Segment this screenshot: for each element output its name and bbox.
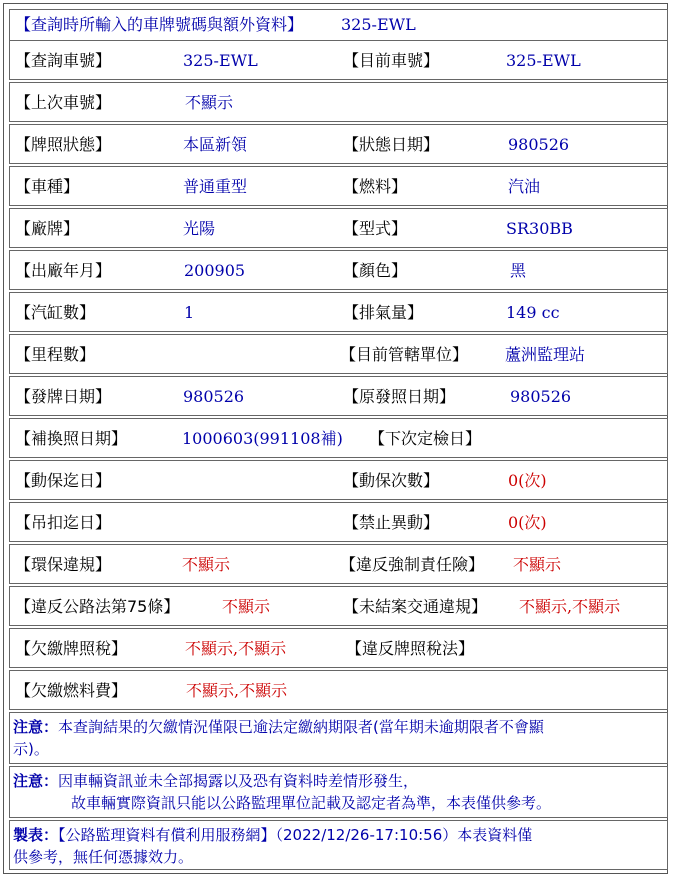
plate-status-label: 【牌照狀態】 bbox=[15, 135, 112, 154]
table-row bbox=[9, 460, 668, 500]
table-row bbox=[9, 502, 668, 542]
next-inspection-label: 【下次定檢日】 bbox=[369, 429, 482, 448]
env-violation-label: 【環保違規】 bbox=[15, 555, 112, 574]
mortgage-until-label: 【動保迄日】 bbox=[15, 471, 112, 490]
model-label: 【型式】 bbox=[343, 219, 408, 238]
fuel-label: 【燃料】 bbox=[343, 177, 408, 196]
displacement-label: 【排氣量】 bbox=[343, 303, 424, 322]
query-plate-label: 【查詢車號】 bbox=[15, 51, 112, 70]
table-row bbox=[9, 418, 668, 458]
previous-plate-value: 不顯示 bbox=[185, 93, 234, 112]
header-plate: 325-EWL bbox=[341, 15, 416, 34]
color-label: 【顏色】 bbox=[343, 261, 408, 280]
query-plate-value: 325-EWL bbox=[183, 51, 258, 70]
note-1-text-cont: 示)。 bbox=[13, 740, 49, 758]
table-row bbox=[9, 166, 668, 206]
mileage-label: 【里程數】 bbox=[15, 345, 96, 364]
table-row bbox=[9, 292, 668, 332]
insurance-violation-value: 不顯示 bbox=[513, 555, 562, 574]
table-header bbox=[9, 9, 668, 41]
fuel-fee-label: 【欠繳燃料費】 bbox=[15, 681, 128, 700]
table-row bbox=[9, 670, 668, 710]
traffic-violation-value: 不顯示,不顯示 bbox=[519, 597, 621, 616]
note-2-line-1: 因車輛資訊並未全部揭露以及恐有資料時差情形發生， bbox=[58, 772, 419, 790]
reissue-value: 1000603(991108補) bbox=[182, 429, 343, 448]
table-footer bbox=[9, 820, 668, 870]
result-table bbox=[3, 3, 668, 874]
vehicle-type-label: 【車種】 bbox=[15, 177, 80, 196]
highway-law-value: 不顯示 bbox=[222, 597, 271, 616]
table-row bbox=[9, 586, 668, 626]
model-value: SR30BB bbox=[506, 219, 573, 238]
footer-line-2: 供參考，無任何憑據效力。 bbox=[13, 848, 194, 866]
vehicle-type-value: 普通重型 bbox=[183, 177, 248, 196]
table-row bbox=[9, 124, 668, 164]
license-tax-law-label: 【違反牌照稅法】 bbox=[346, 639, 475, 658]
mortgage-count-value: 0(次) bbox=[508, 471, 547, 490]
note-1-text: 本查詢結果的欠繳情況僅限已逾法定繳納期限者(當年期未逾期限者不會顯 bbox=[58, 718, 544, 736]
highway-law-label: 【違反公路法第75條】 bbox=[15, 597, 180, 616]
note-2-head: 注意： bbox=[13, 772, 59, 790]
current-plate-label: 【目前車號】 bbox=[343, 51, 440, 70]
brand-label: 【廠牌】 bbox=[15, 219, 80, 238]
license-tax-value: 不顯示,不顯示 bbox=[185, 639, 287, 658]
color-value: 黑 bbox=[510, 261, 527, 280]
status-date-value: 980526 bbox=[508, 135, 570, 154]
table-row bbox=[9, 82, 668, 122]
table-row bbox=[9, 628, 668, 668]
table-row bbox=[9, 334, 668, 374]
license-tax-label: 【欠繳牌照稅】 bbox=[15, 639, 128, 658]
note-2-line-2: 故車輛實際資訊只能以公路監理單位記載及認定者為準，本表僅供參考。 bbox=[71, 794, 552, 812]
fuel-fee-value: 不顯示,不顯示 bbox=[186, 681, 288, 700]
cylinders-label: 【汽缸數】 bbox=[15, 303, 96, 322]
traffic-violation-label: 【未結案交通違規】 bbox=[343, 597, 488, 616]
issue-date-value: 980526 bbox=[183, 387, 245, 406]
footer-line-1: 【公路監理資料有償利用服務網】（2022/12/26-17:10:56）本表資料僅 bbox=[58, 826, 533, 844]
mfg-date-label: 【出廠年月】 bbox=[15, 261, 112, 280]
transfer-ban-label: 【禁止異動】 bbox=[343, 513, 440, 532]
orig-issue-label: 【原發照日期】 bbox=[343, 387, 456, 406]
orig-issue-value: 980526 bbox=[510, 387, 572, 406]
header-label: 【查詢時所輸入的車牌號碼與額外資料】 bbox=[15, 15, 304, 34]
table-row bbox=[9, 250, 668, 290]
reissue-label: 【補換照日期】 bbox=[15, 429, 128, 448]
note-1-head: 注意： bbox=[13, 718, 59, 736]
seize-until-label: 【吊扣迄日】 bbox=[15, 513, 112, 532]
station-value: 蘆洲監理站 bbox=[505, 345, 586, 364]
mortgage-count-label: 【動保次數】 bbox=[343, 471, 440, 490]
footer-head: 製表： bbox=[13, 826, 59, 844]
env-violation-value: 不顯示 bbox=[182, 555, 231, 574]
insurance-violation-label: 【違反強制責任險】 bbox=[340, 555, 485, 574]
previous-plate-label: 【上次車號】 bbox=[15, 93, 112, 112]
brand-value: 光陽 bbox=[183, 219, 216, 238]
fuel-value: 汽油 bbox=[508, 177, 541, 196]
station-label: 【目前管轄單位】 bbox=[340, 345, 469, 364]
plate-status-value: 本區新領 bbox=[183, 135, 248, 154]
note-1 bbox=[9, 712, 668, 764]
note-2 bbox=[9, 766, 668, 818]
displacement-value: 149 cc bbox=[506, 303, 560, 322]
table-row bbox=[9, 40, 668, 80]
transfer-ban-value: 0(次) bbox=[508, 513, 547, 532]
issue-date-label: 【發牌日期】 bbox=[15, 387, 112, 406]
table-row bbox=[9, 208, 668, 248]
table-row bbox=[9, 544, 668, 584]
cylinders-value: 1 bbox=[184, 303, 195, 322]
mfg-date-value: 200905 bbox=[184, 261, 246, 280]
status-date-label: 【狀態日期】 bbox=[343, 135, 440, 154]
table-row bbox=[9, 376, 668, 416]
current-plate-value: 325-EWL bbox=[506, 51, 581, 70]
